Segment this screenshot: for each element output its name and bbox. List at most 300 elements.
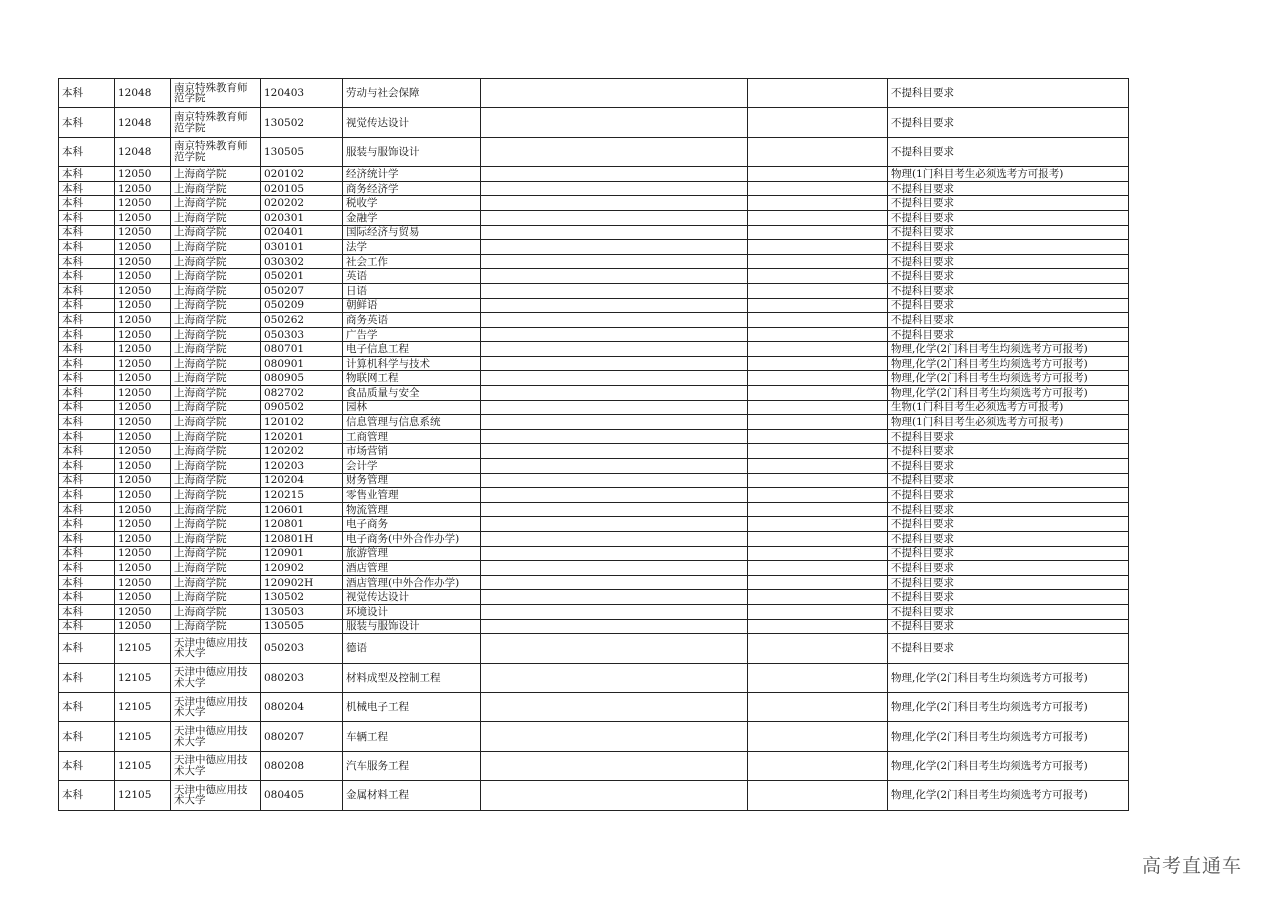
table-body [59,79,1129,811]
level-cell: 本科 [59,429,115,444]
level-cell: 本科 [59,386,115,401]
subject-requirement-cell: 不提科目要求 [888,488,1129,503]
major-code-cell: 120902H [261,575,343,590]
school-code-cell: 12050 [115,240,171,255]
blank-cell [748,722,888,751]
major-code-cell: 120202 [261,444,343,459]
blank-cell [748,781,888,810]
level-cell: 本科 [59,575,115,590]
note-cell [481,386,748,401]
table-row [59,327,1129,342]
subject-requirement-cell: 不提科目要求 [888,517,1129,532]
note-cell [481,225,748,240]
school-name-cell: 上海商学院 [171,371,261,386]
school-code-cell: 12050 [115,473,171,488]
school-name-cell: 上海商学院 [171,575,261,590]
level-cell: 本科 [59,415,115,430]
table-row [59,575,1129,590]
blank-cell [748,240,888,255]
level-cell: 本科 [59,781,115,810]
subject-requirement-cell: 不提科目要求 [888,532,1129,547]
note-cell [481,181,748,196]
blank-cell [748,181,888,196]
major-code-cell: 020105 [261,181,343,196]
major-code-cell: 120201 [261,429,343,444]
note-cell [481,283,748,298]
school-name-cell: 天津中德应用技术大学 [171,692,261,721]
school-code-cell: 12050 [115,517,171,532]
table-row [59,386,1129,401]
blank-cell [748,561,888,576]
school-code-cell: 12050 [115,459,171,474]
subject-requirement-cell: 不提科目要求 [888,313,1129,328]
table-row [59,604,1129,619]
major-name-cell: 广告学 [343,327,481,342]
school-name-cell: 上海商学院 [171,181,261,196]
table-row [59,561,1129,576]
major-name-cell: 食品质量与安全 [343,386,481,401]
level-cell: 本科 [59,327,115,342]
table-row [59,517,1129,532]
school-code-cell: 12105 [115,692,171,721]
table-row [59,663,1129,692]
table-row [59,225,1129,240]
subject-requirement-cell: 物理,化学(2门科目考生均须选考方可报考) [888,342,1129,357]
blank-cell [748,327,888,342]
school-code-cell: 12050 [115,532,171,547]
blank-cell [748,634,888,663]
blank-cell [748,473,888,488]
blank-cell [748,532,888,547]
major-name-cell: 物联网工程 [343,371,481,386]
school-code-cell: 12050 [115,590,171,605]
school-name-cell: 上海商学院 [171,561,261,576]
table-row [59,429,1129,444]
level-cell: 本科 [59,502,115,517]
level-cell: 本科 [59,400,115,415]
major-code-cell: 080204 [261,692,343,721]
school-name-cell: 上海商学院 [171,327,261,342]
subject-requirement-cell: 不提科目要求 [888,429,1129,444]
note-cell [481,751,748,780]
blank-cell [748,225,888,240]
level-cell: 本科 [59,196,115,211]
school-name-cell: 上海商学院 [171,619,261,634]
major-code-cell: 120403 [261,79,343,108]
table-row [59,692,1129,721]
major-name-cell: 旅游管理 [343,546,481,561]
note-cell [481,473,748,488]
major-code-cell: 080405 [261,781,343,810]
blank-cell [748,137,888,166]
major-code-cell: 030101 [261,240,343,255]
table-row [59,196,1129,211]
note-cell [481,459,748,474]
major-name-cell: 信息管理与信息系统 [343,415,481,430]
school-name-cell: 南京特殊教育师范学院 [171,137,261,166]
note-cell [481,781,748,810]
table-row [59,313,1129,328]
school-name-cell: 上海商学院 [171,196,261,211]
school-name-cell: 上海商学院 [171,604,261,619]
level-cell: 本科 [59,532,115,547]
school-code-cell: 12050 [115,298,171,313]
table-row [59,298,1129,313]
school-name-cell: 上海商学院 [171,254,261,269]
school-code-cell: 12105 [115,663,171,692]
blank-cell [748,546,888,561]
major-code-cell: 130505 [261,619,343,634]
subject-requirement-cell: 不提科目要求 [888,283,1129,298]
school-name-cell: 上海商学院 [171,210,261,225]
major-name-cell: 劳动与社会保障 [343,79,481,108]
note-cell [481,400,748,415]
school-code-cell: 12050 [115,575,171,590]
subject-requirement-cell: 不提科目要求 [888,590,1129,605]
major-code-cell: 082702 [261,386,343,401]
table-row [59,473,1129,488]
school-code-cell: 12050 [115,167,171,182]
level-cell: 本科 [59,546,115,561]
blank-cell [748,342,888,357]
major-code-cell: 130505 [261,137,343,166]
school-name-cell: 上海商学院 [171,298,261,313]
subject-requirement-cell: 不提科目要求 [888,604,1129,619]
level-cell: 本科 [59,459,115,474]
table-row [59,415,1129,430]
table-row [59,751,1129,780]
note-cell [481,269,748,284]
blank-cell [748,575,888,590]
blank-cell [748,283,888,298]
subject-requirement-cell: 不提科目要求 [888,137,1129,166]
major-code-cell: 050303 [261,327,343,342]
school-name-cell: 上海商学院 [171,415,261,430]
major-name-cell: 视觉传达设计 [343,108,481,137]
school-code-cell: 12048 [115,137,171,166]
school-code-cell: 12050 [115,313,171,328]
note-cell [481,240,748,255]
note-cell [481,167,748,182]
major-name-cell: 机械电子工程 [343,692,481,721]
school-name-cell: 上海商学院 [171,590,261,605]
blank-cell [748,590,888,605]
major-name-cell: 环境设计 [343,604,481,619]
major-name-cell: 汽车服务工程 [343,751,481,780]
subject-requirement-cell: 不提科目要求 [888,502,1129,517]
school-name-cell: 上海商学院 [171,444,261,459]
major-code-cell: 120901 [261,546,343,561]
school-code-cell: 12050 [115,342,171,357]
note-cell [481,210,748,225]
major-code-cell: 020401 [261,225,343,240]
major-name-cell: 德语 [343,634,481,663]
subject-requirement-cell: 不提科目要求 [888,181,1129,196]
school-code-cell: 12050 [115,356,171,371]
major-code-cell: 050201 [261,269,343,284]
blank-cell [748,663,888,692]
subject-requirement-cell: 不提科目要求 [888,269,1129,284]
blank-cell [748,415,888,430]
note-cell [481,371,748,386]
subject-requirement-cell: 不提科目要求 [888,79,1129,108]
major-name-cell: 日语 [343,283,481,298]
major-name-cell: 计算机科学与技术 [343,356,481,371]
table-row [59,502,1129,517]
note-cell [481,444,748,459]
blank-cell [748,371,888,386]
table-row [59,254,1129,269]
level-cell: 本科 [59,313,115,328]
table-row [59,342,1129,357]
level-cell: 本科 [59,210,115,225]
level-cell: 本科 [59,488,115,503]
major-code-cell: 120102 [261,415,343,430]
table-row [59,283,1129,298]
level-cell: 本科 [59,225,115,240]
blank-cell [748,298,888,313]
note-cell [481,415,748,430]
school-name-cell: 天津中德应用技术大学 [171,751,261,780]
blank-cell [748,210,888,225]
watermark-logo-text: 高考直通车 [1142,855,1243,877]
blank-cell [748,79,888,108]
table-row [59,167,1129,182]
note-cell [481,532,748,547]
level-cell: 本科 [59,137,115,166]
school-code-cell: 12050 [115,488,171,503]
level-cell: 本科 [59,561,115,576]
school-code-cell: 12050 [115,502,171,517]
major-name-cell: 市场营销 [343,444,481,459]
subject-requirement-cell: 物理(1门科目考生必须选考方可报考) [888,167,1129,182]
level-cell: 本科 [59,240,115,255]
note-cell [481,561,748,576]
blank-cell [748,313,888,328]
school-code-cell: 12050 [115,225,171,240]
school-name-cell: 上海商学院 [171,429,261,444]
subject-requirement-cell: 物理,化学(2门科目考生均须选考方可报考) [888,663,1129,692]
subject-requirement-cell: 不提科目要求 [888,444,1129,459]
table-row [59,722,1129,751]
subject-requirement-cell: 不提科目要求 [888,108,1129,137]
subject-requirement-cell: 物理(1门科目考生必须选考方可报考) [888,415,1129,430]
major-code-cell: 050207 [261,283,343,298]
blank-cell [748,356,888,371]
level-cell: 本科 [59,663,115,692]
table-row [59,488,1129,503]
major-code-cell: 080901 [261,356,343,371]
school-name-cell: 上海商学院 [171,488,261,503]
table-row [59,79,1129,108]
school-name-cell: 天津中德应用技术大学 [171,722,261,751]
note-cell [481,663,748,692]
note-cell [481,488,748,503]
major-code-cell: 020301 [261,210,343,225]
major-code-cell: 120902 [261,561,343,576]
major-name-cell: 商务经济学 [343,181,481,196]
level-cell: 本科 [59,590,115,605]
level-cell: 本科 [59,692,115,721]
school-name-cell: 上海商学院 [171,502,261,517]
major-code-cell: 120204 [261,473,343,488]
school-name-cell: 上海商学院 [171,167,261,182]
major-name-cell: 电子信息工程 [343,342,481,357]
major-name-cell: 车辆工程 [343,722,481,751]
blank-cell [748,502,888,517]
note-cell [481,546,748,561]
school-code-cell: 12048 [115,79,171,108]
note-cell [481,79,748,108]
major-name-cell: 金融学 [343,210,481,225]
note-cell [481,634,748,663]
level-cell: 本科 [59,254,115,269]
major-name-cell: 酒店管理 [343,561,481,576]
school-code-cell: 12050 [115,429,171,444]
subject-requirement-cell: 物理,化学(2门科目考生均须选考方可报考) [888,371,1129,386]
major-name-cell: 金属材料工程 [343,781,481,810]
table-row [59,781,1129,810]
note-cell [481,356,748,371]
major-code-cell: 120801 [261,517,343,532]
school-code-cell: 12050 [115,210,171,225]
table-row [59,210,1129,225]
major-name-cell: 服装与服饰设计 [343,137,481,166]
major-code-cell: 080905 [261,371,343,386]
major-name-cell: 商务英语 [343,313,481,328]
school-name-cell: 上海商学院 [171,356,261,371]
level-cell: 本科 [59,79,115,108]
major-name-cell: 视觉传达设计 [343,590,481,605]
school-name-cell: 上海商学院 [171,459,261,474]
blank-cell [748,604,888,619]
major-code-cell: 050203 [261,634,343,663]
table-row [59,356,1129,371]
school-name-cell: 上海商学院 [171,546,261,561]
subject-requirement-cell: 不提科目要求 [888,473,1129,488]
school-code-cell: 12050 [115,269,171,284]
major-code-cell: 120801H [261,532,343,547]
major-code-cell: 080701 [261,342,343,357]
subject-requirement-cell: 不提科目要求 [888,634,1129,663]
major-name-cell: 财务管理 [343,473,481,488]
note-cell [481,298,748,313]
school-name-cell: 上海商学院 [171,283,261,298]
major-code-cell: 030302 [261,254,343,269]
subject-requirement-cell: 生物(1门科目考生必须选考方可报考) [888,400,1129,415]
subject-requirement-cell: 物理,化学(2门科目考生均须选考方可报考) [888,356,1129,371]
subject-requirement-cell: 不提科目要求 [888,546,1129,561]
major-name-cell: 社会工作 [343,254,481,269]
level-cell: 本科 [59,108,115,137]
school-name-cell: 天津中德应用技术大学 [171,781,261,810]
major-name-cell: 物流管理 [343,502,481,517]
table-row [59,400,1129,415]
subject-requirement-cell: 不提科目要求 [888,561,1129,576]
table-row [59,634,1129,663]
subject-requirement-cell: 不提科目要求 [888,196,1129,211]
school-name-cell: 上海商学院 [171,386,261,401]
note-cell [481,575,748,590]
note-cell [481,137,748,166]
blank-cell [748,444,888,459]
school-name-cell: 上海商学院 [171,313,261,328]
major-code-cell: 120601 [261,502,343,517]
level-cell: 本科 [59,181,115,196]
blank-cell [748,269,888,284]
major-name-cell: 酒店管理(中外合作办学) [343,575,481,590]
school-code-cell: 12105 [115,781,171,810]
major-name-cell: 园林 [343,400,481,415]
major-name-cell: 税收学 [343,196,481,211]
table-row [59,240,1129,255]
subject-requirement-cell: 不提科目要求 [888,459,1129,474]
note-cell [481,722,748,751]
school-code-cell: 12050 [115,254,171,269]
subject-requirement-cell: 物理,化学(2门科目考生均须选考方可报考) [888,781,1129,810]
table-row [59,532,1129,547]
school-code-cell: 12050 [115,561,171,576]
major-name-cell: 会计学 [343,459,481,474]
note-cell [481,342,748,357]
level-cell: 本科 [59,356,115,371]
major-code-cell: 130502 [261,590,343,605]
major-name-cell: 工商管理 [343,429,481,444]
table-row [59,269,1129,284]
blank-cell [748,429,888,444]
school-name-cell: 上海商学院 [171,269,261,284]
table-row [59,181,1129,196]
school-code-cell: 12105 [115,722,171,751]
note-cell [481,692,748,721]
major-code-cell: 050209 [261,298,343,313]
blank-cell [748,167,888,182]
subject-requirement-cell: 不提科目要求 [888,240,1129,255]
school-name-cell: 上海商学院 [171,532,261,547]
note-cell [481,604,748,619]
school-code-cell: 12050 [115,415,171,430]
major-code-cell: 120203 [261,459,343,474]
school-code-cell: 12050 [115,386,171,401]
note-cell [481,108,748,137]
major-code-cell: 020102 [261,167,343,182]
subject-requirement-cell: 不提科目要求 [888,210,1129,225]
blank-cell [748,108,888,137]
major-name-cell: 英语 [343,269,481,284]
level-cell: 本科 [59,473,115,488]
note-cell [481,313,748,328]
level-cell: 本科 [59,167,115,182]
major-name-cell: 电子商务 [343,517,481,532]
level-cell: 本科 [59,619,115,634]
level-cell: 本科 [59,751,115,780]
subject-requirement-cell: 物理,化学(2门科目考生均须选考方可报考) [888,386,1129,401]
major-name-cell: 朝鲜语 [343,298,481,313]
school-code-cell: 12050 [115,196,171,211]
level-cell: 本科 [59,342,115,357]
major-code-cell: 050262 [261,313,343,328]
note-cell [481,254,748,269]
table-row [59,546,1129,561]
school-code-cell: 12050 [115,371,171,386]
note-cell [481,517,748,532]
table-row [59,619,1129,634]
level-cell: 本科 [59,604,115,619]
table-row [59,108,1129,137]
school-code-cell: 12050 [115,604,171,619]
school-name-cell: 上海商学院 [171,517,261,532]
school-code-cell: 12105 [115,751,171,780]
